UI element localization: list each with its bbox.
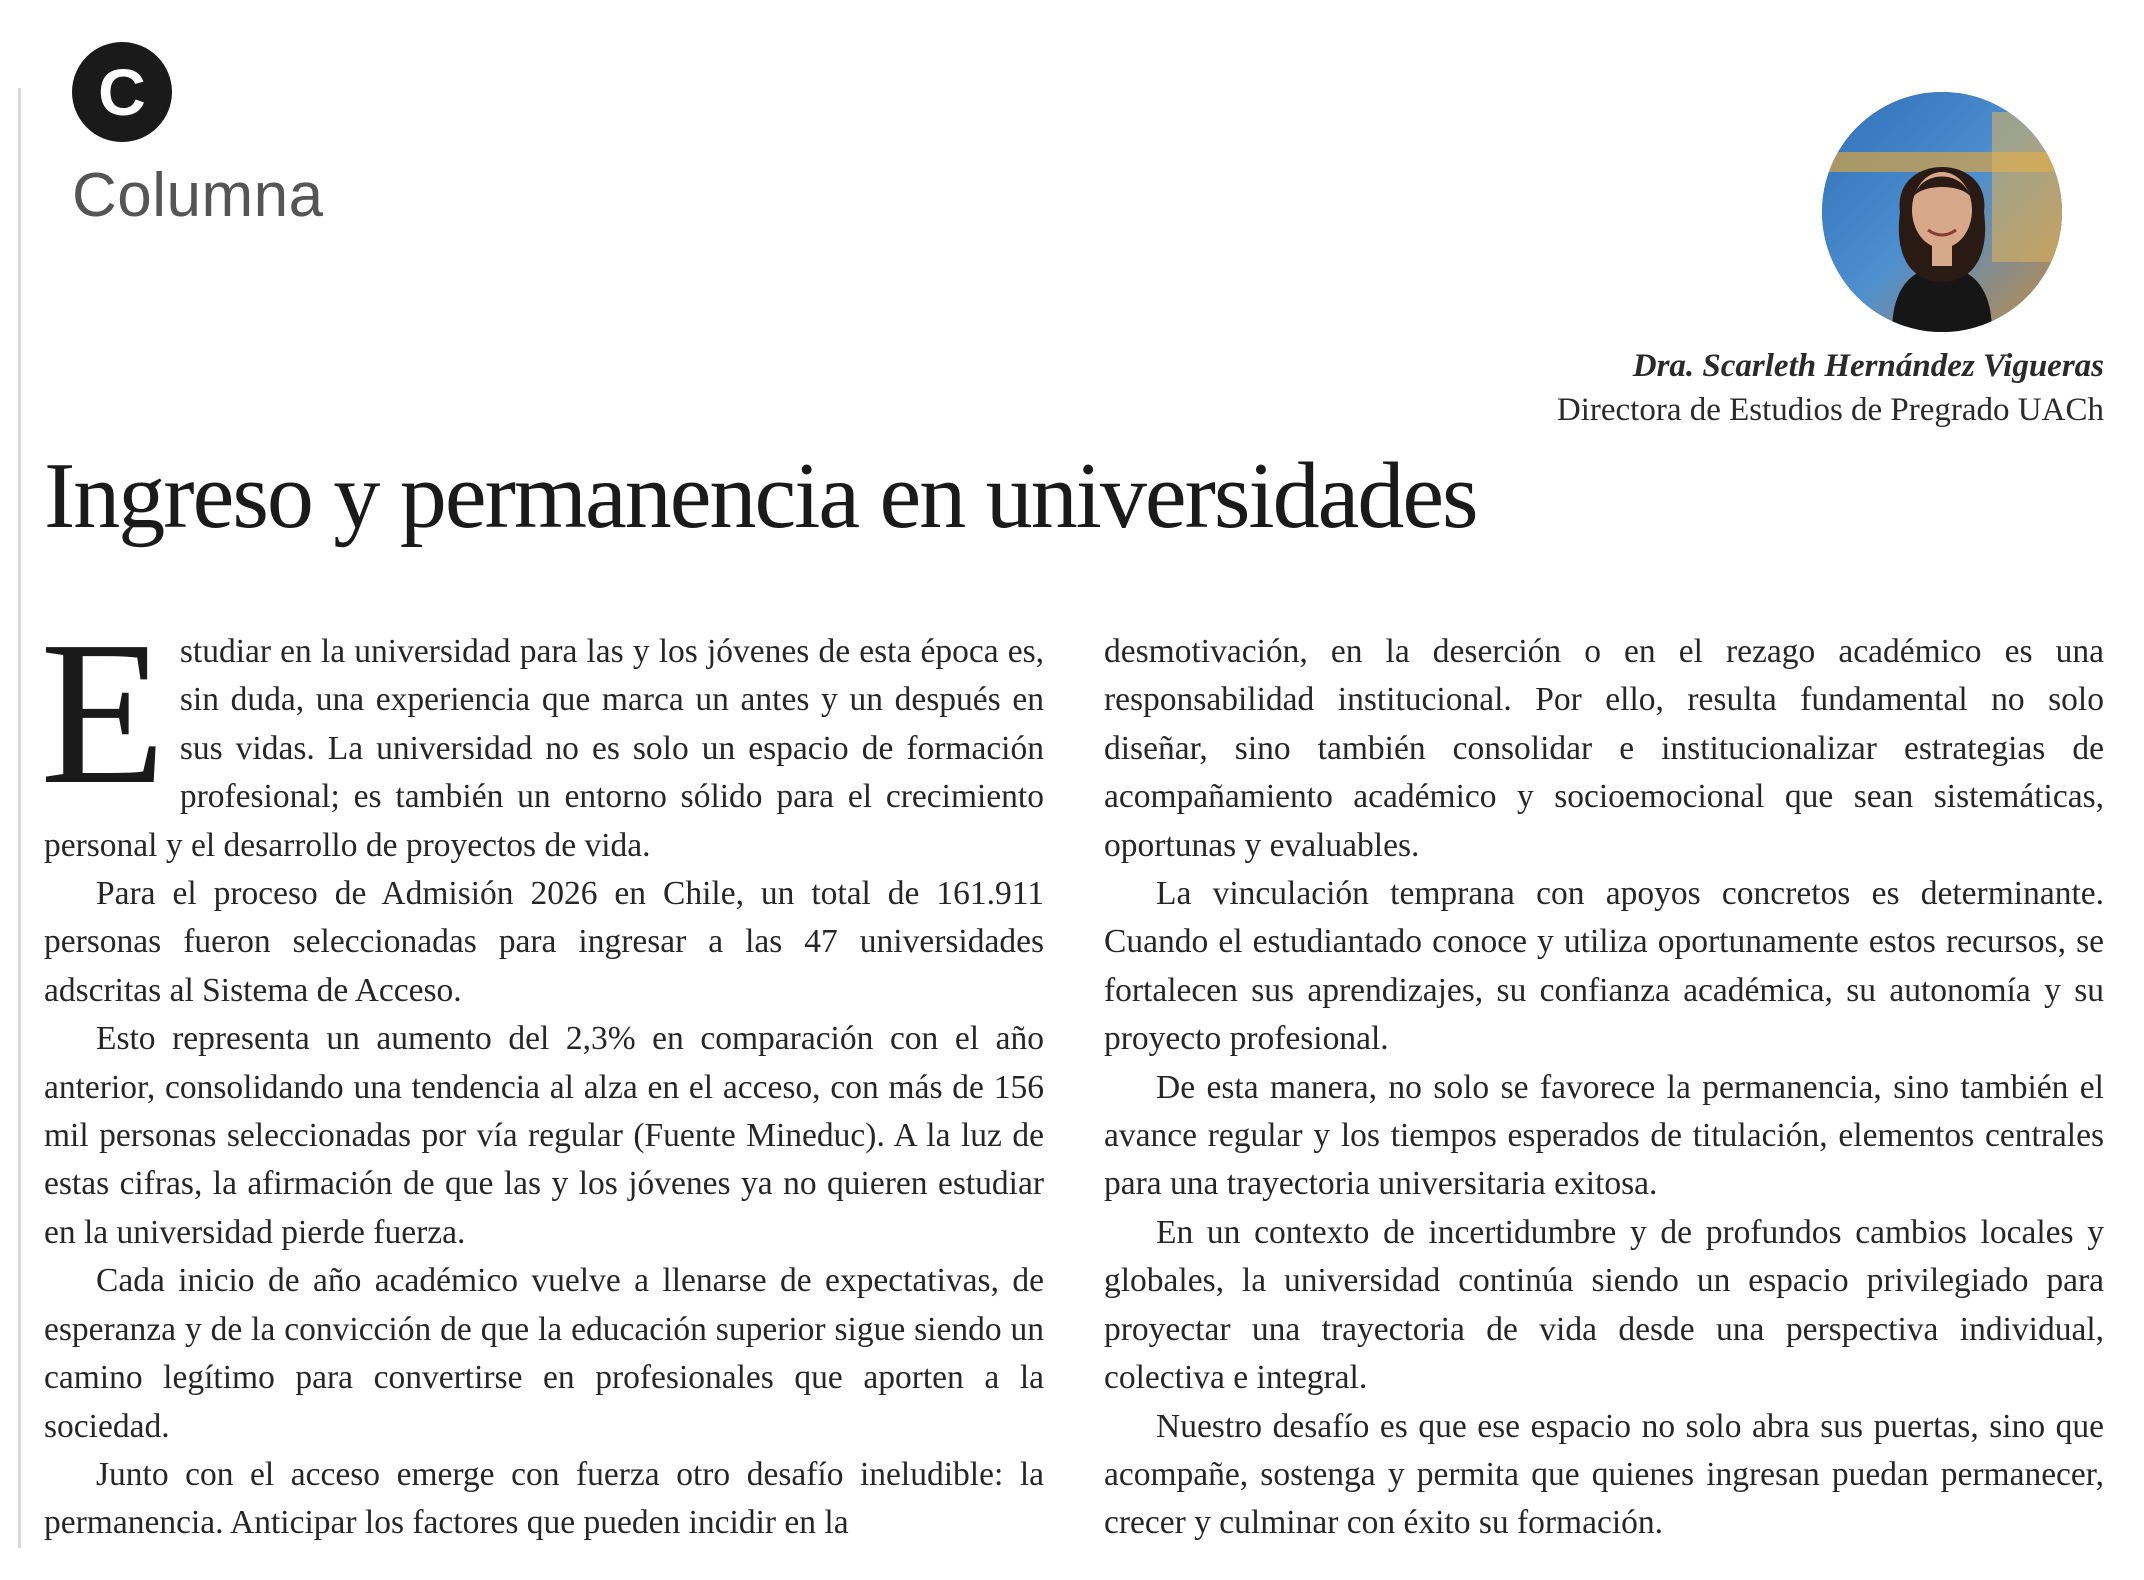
column-badge (72, 42, 172, 142)
paragraph-text: studiar en la universidad para las y los jóvenes de esta época es, sin duda, una experiencia que marca un antes y un después en sus vidas. La universidad no es solo un espacio de formación profesional; es también un entorno sólido para el crecimiento personal y el desarrollo de proyectos de vida. (44, 633, 1044, 864)
author-portrait-icon (1822, 92, 2062, 332)
drop-cap: E (40, 598, 166, 827)
author-role: Directora de Estudios de Pregrado UACh (1556, 392, 2104, 428)
article-paragraph: Esto representa un aumento del 2,3% en comparación con el año anterior, consolidando una tendencia al alza en el acceso, con más de 156 mil personas seleccionadas por vía regular (Fuente Mineduc). A la luz de estas cifras, la afirmación de que las y los jóvenes ya no quieren estudiar en la universidad pierde fuerza. (44, 1020, 1044, 1251)
column-rule (18, 88, 21, 1548)
article-paragraph: Cada inicio de año académico vuelve a llenarse de expectativas, de esperanza y de la convicción de que la educación superior sigue siendo un camino legítimo para convertirse en profesionales que aporten a la sociedad. (44, 1262, 1044, 1445)
article-paragraph: Nuestro desafío es que ese espacio no solo abra sus puertas, sino que acompañe, sostenga y permita que quienes ingresan puedan permanecer, crecer y culminar con éxito su formación. (1104, 1407, 2104, 1542)
article-column-right (1104, 628, 2104, 1548)
author-name: Dra. Scarleth Hernández Vigueras (1632, 348, 2104, 384)
article-paragraph (40, 598, 1044, 870)
article-column-left (40, 598, 1044, 1548)
article-paragraph: desmotivación, en la deserción o en el rezago académico es una responsabilidad institucional. Por ello, resulta fundamental no solo diseñar, sino también consolidar e institucionalizar estrategias de acompañamiento académico y socioemocional que sean sistemáticas, oportunas y evaluables. (1104, 633, 2104, 864)
article-title: Ingreso y permanencia en universidades (44, 444, 1477, 548)
article-paragraph: En un contexto de incertidumbre y de profundos cambios locales y globales, la universidad continúa siendo un espacio privilegiado para proyectar una trayectoria de vida desde una perspectiva individual, colectiva e integral. (1104, 1213, 2104, 1397)
article-paragraph: La vinculación temprana con apoyos concretos es determinante. Cuando el estudiantado conoce y utiliza oportunamente estos recursos, se fortalecen sus aprendizajes, su confianza académica, su autonomía y su proyecto profesional. (1104, 875, 2104, 1058)
article-paragraph: Para el proceso de Admisión 2026 en Chile, un total de 161.911 personas fueron seleccionadas para ingresar a las 47 universidades adscritas al Sistema de Acceso. (44, 875, 1044, 1009)
section-label: Columna (72, 161, 324, 230)
column-badge-letter: C (98, 55, 146, 129)
author-block (1557, 344, 2104, 432)
article-paragraph: Junto con el acceso emerge con fuerza otro desafío ineludible: la permanencia. Anticipar los factores que pueden incidir en la (44, 1455, 1044, 1542)
author-photo (1822, 92, 2062, 332)
article-paragraph: De esta manera, no solo se favorece la permanencia, sino también el avance regular y los tiempos esperados de titulación, elementos centrales para una trayectoria universitaria exitosa. (1104, 1068, 2104, 1203)
